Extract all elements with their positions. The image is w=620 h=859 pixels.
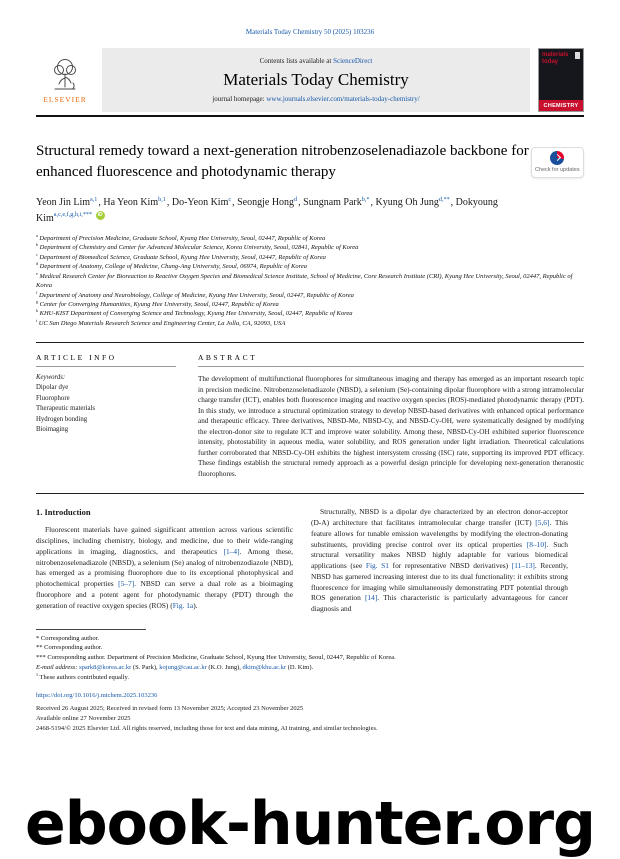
doi-link[interactable]: https://doi.org/10.1016/j.mtchem.2025.103236	[36, 692, 158, 700]
affiliation: $^c$ Department of Biomedical Science, Graduate School, Kyung Hee University, Seoul, 02447, Republic of Korea	[36, 251, 326, 261]
copyright-line: 2468-5194/© 2025 Elsevier Ltd. All rights reserved, including those for text and data mining, AI training, and similar technologies.	[36, 724, 378, 732]
contents-text: Contents lists available at	[259, 57, 332, 65]
watermark: ebook-hunter.org	[25, 789, 595, 859]
author-names: Yeon Jin Lim$^{a,1}$, Ha Yeon Kim$^{b,1}$, Do-Yeon Kim$^c$, Seongje Hong$^d$, Sungnam Park$^{b,*}$, Kyung Oh Jung$^{d,**}$, Dokyoung Kim$^{a,c,e,f,g,h,i,***}$	[36, 195, 498, 224]
sciencedirect-link[interactable]: ScienceDirect	[333, 57, 373, 65]
affiliation: $^b$ Department of Chemistry and Center for Advanced Molecular Science, Korea University, Seoul, 02841, Republic of Korea	[36, 242, 359, 252]
text-column-left	[36, 507, 293, 614]
keywords-list	[36, 383, 176, 436]
paper-page	[0, 28, 620, 733]
keyword: Hydrogen bonding	[36, 415, 88, 423]
crossmark-icon	[550, 151, 564, 165]
footnotes	[36, 629, 584, 683]
orcid-icon[interactable]: iD	[97, 212, 103, 219]
text-column-right	[311, 507, 568, 614]
elsevier-logo[interactable]	[36, 57, 94, 104]
crossmark-label: Check for updates	[534, 167, 580, 173]
elsevier-tree-emblem	[49, 57, 81, 93]
journal-cover-thumbnail[interactable]	[538, 48, 584, 112]
affiliation: $^f$ Department of Anatomy and Neurobiology, College of Medicine, Kyung Hee University, Seoul, 02447, Republic of Korea	[36, 289, 354, 299]
article-info-column	[36, 353, 176, 479]
cover-series-band: CHEMISTRY	[539, 100, 583, 111]
contents-line	[110, 57, 522, 65]
keyword: Dipolar dye	[36, 384, 69, 392]
intro-paragraph-right: Structurally, NBSD is a dipolar dye characterized by an electron donor-acceptor (D-A) architecture that facilitates intramolecular charge transfer (ICT) [5,6]. This feature allows for tunable emission wavelengths by modifying the electron-donating substituents, providing precise control over its optical properties [8–10]. Such structural versatility makes NBSD highly adaptable for various biomedical applications (see Fig. S1 for representative NBSD derivatives) [11–13]. Recently, NBSD has garnered increasing interest due to its dual functionality: it exhibits strong fluorescence for imaging while simultaneously demonstrating PDT potential through ROS generation [14]. This characteristic is particularly advantageous for cancer diagnosis and	[311, 507, 569, 613]
footnote-email-addresses: E-mail address: spark8@korea.ac.kr (S. Park), kojung@cau.ac.kr (K.O. Jung), dkim@khu.ac.kr (D. Kim).	[36, 663, 314, 671]
elsevier-wordmark: ELSEVIER	[43, 94, 87, 104]
keyword: Fluorophore	[36, 394, 70, 402]
main-text	[36, 507, 584, 614]
article-info-heading: ARTICLE INFO	[36, 353, 176, 367]
footnote-corresponding-3: *** Corresponding author. Department of Precision Medicine, Graduate School, Kyung Hee University, Seoul, 02447, Republic of Korea.	[36, 654, 396, 662]
footnote-divider	[36, 629, 146, 630]
footnote-corresponding-2: ** Corresponding author.	[36, 644, 103, 652]
affiliation: $^d$ Department of Anatomy, College of Medicine, Chung-Ang University, Seoul, 06974, Republic of Korea	[36, 261, 308, 271]
affiliation: $^e$ Medical Research Center for Bioreaction to Reactive Oxygen Species and Biomedical Science Institute, School of Medicine, Core Research Institute (CRI), Kyung Hee University, Seoul, 02447, Republic of Korea	[36, 270, 573, 290]
intro-paragraph-left: Fluorescent materials have gained significant attention across various scientific disciplines, including chemistry, biology, and medicine, due to their wide-ranging applications in imaging, diagnostics, and therapeutics [1–4]. Among these, nitrobenzoselenadiazole (NBSD), a selenium (Se) analog of nitrobenzodiazole (NBD), has emerged as a promising fluorophore due to its exceptional photophysical and photochemical properties [5–7]. NBSD can serve a dual role as a bioimaging fluorophore and a potent agent for photodynamic therapy (PDT) through the generation of reactive oxygen species (ROS) (Fig. 1a).	[36, 525, 294, 610]
section-heading-introduction: 1. Introduction	[36, 507, 91, 518]
abstract-column	[198, 353, 584, 479]
keyword: Bioimaging	[36, 426, 69, 434]
abstract-text: The development of multifunctional fluorophores for simultaneous imaging and therapy has emerged as an important research topic in precision medicine. Nitrobenzoselenadiazole (NBSD), a selenium (Se)-containing dipolar fluorophore with a strong intramolecular charge transfer (ICT), enables both fluorescence imaging and reactive oxygen species (ROS)-mediated photodynamic therapy (PDT). In this study, we introduce a structural optimization strategy to develop NBSD-based derivatives with enhanced optical performance and therapeutic efficacy. Three derivatives, NBSD-Me, NBSD-Cy, and NBSD-Cy-OH, were systematically designed by modifying the electron-donor site to regulate ICT and improve water solubility. Among these, NBSD-Cy-OH exhibited superior fluorescence intensity, photostability in aqueous media, water solubility, and ROS generation under light irradiation. Theoretical calculations further corroborated that NBSD-Cy-OH exhibits the highest intersystem crossing (ISC) rate, supporting its improved PDT efficacy. These findings establish the structural remedy approach as a powerful design principle for developing next-generation theranostic fluorophores.	[198, 375, 584, 478]
received-dates: Received 26 August 2025; Received in revised form 13 November 2025; Accepted 23 November 2025	[36, 705, 304, 713]
affiliation: $^i$ UC San Diego Materials Research Science and Engineering Center, La Jolla, CA, 92093, USA	[36, 317, 286, 327]
journal-banner	[36, 48, 584, 117]
journal-homepage-link[interactable]: www.journals.elsevier.com/materials-today-chemistry/	[266, 95, 420, 103]
check-for-updates-badge[interactable]	[531, 147, 584, 178]
available-online: Available online 27 November 2025	[36, 714, 131, 722]
affiliation: $^g$ Center for Converging Humanities, Kyung Hee University, Seoul, 02447, Republic of Korea	[36, 298, 279, 308]
affiliation: $^h$ KHU-KIST Department of Converging Science and Technology, Kyung Hee University, Seoul, 02447, Republic of Korea	[36, 308, 353, 318]
keyword: Therapeutic materials	[36, 405, 96, 413]
author-list	[36, 195, 516, 226]
journal-title: Materials Today Chemistry	[223, 70, 409, 89]
affiliation-list	[36, 234, 584, 328]
homepage-label: journal homepage:	[212, 95, 265, 103]
cover-brand-text: materials today	[542, 52, 569, 65]
article-info-section	[36, 342, 584, 494]
footnote-equal-contribution: $^1$ These authors contributed equally.	[36, 671, 129, 681]
journal-citation-link[interactable]: Materials Today Chemistry 50 (2025) 103236	[245, 28, 375, 36]
footnote-corresponding-1: * Corresponding author.	[36, 634, 100, 642]
keywords-label: Keywords:	[36, 374, 66, 382]
homepage-line	[110, 95, 522, 103]
banner-center	[102, 48, 530, 112]
article-title: Structural remedy toward a next-generation nitrobenzoselenadiazole backbone for enhanced fluorescence and photodynamic therapy	[36, 143, 529, 180]
abstract-heading: ABSTRACT	[198, 353, 584, 367]
affiliation: $^a$ Department of Precision Medicine, Graduate School, Kyung Hee University, Seoul, 02447, Republic of Korea	[36, 232, 326, 242]
publication-info	[36, 691, 584, 733]
